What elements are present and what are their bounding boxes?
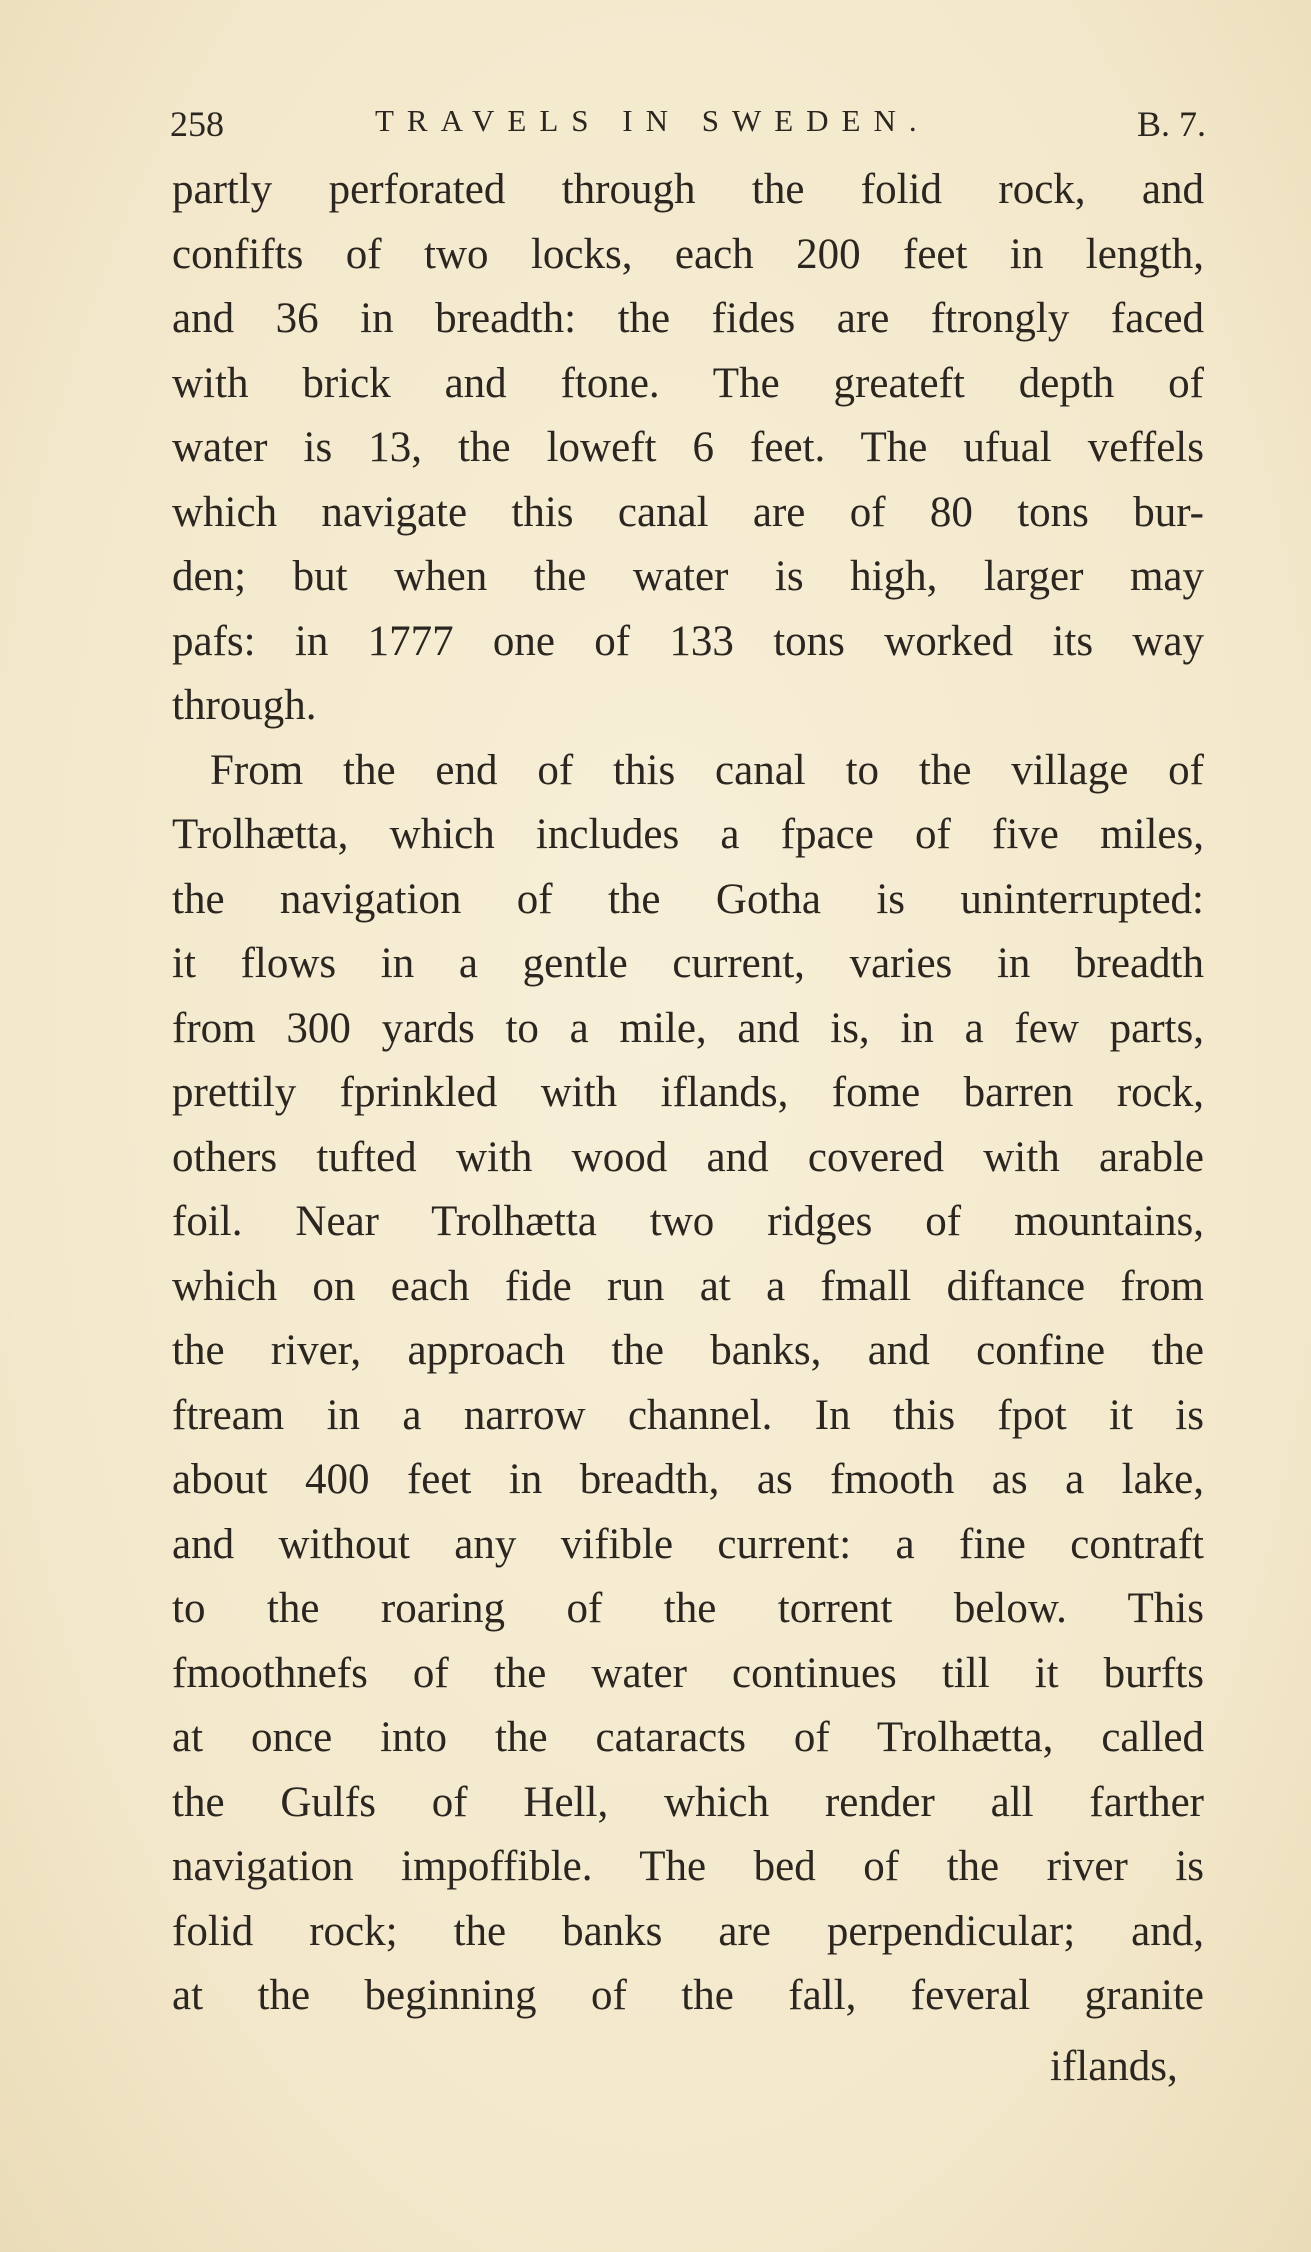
text-line: the river, approach the banks, and confine the <box>172 1327 1204 1374</box>
text-line: the navigation of the Gotha is uninterrupted: <box>172 875 1204 923</box>
text-line: from 300 yards to a mile, and is, in a few parts, <box>172 1004 1204 1052</box>
text-line: and without any vifible current: a fine contraft <box>172 1520 1204 1568</box>
text-line: foil. Near Trolhætta two ridges of mountains, <box>172 1198 1204 1245</box>
text-line: which on each fide run at a fmall diftance from <box>172 1262 1204 1310</box>
book-reference: B. 7. <box>1136 104 1206 144</box>
page-number: 258 <box>170 104 224 144</box>
text-line: it flows in a gentle current, varies in breadth <box>172 940 1204 987</box>
running-header <box>170 103 1206 153</box>
catchword: iflands, <box>1050 2043 1178 2090</box>
text-line: and 36 in breadth: the fides are ftrongly faced <box>172 295 1204 342</box>
text-line: the Gulfs of Hell, which render all farther <box>172 1778 1204 1826</box>
text-line: pafs: in 1777 one of 133 tons worked its way <box>172 617 1204 665</box>
text-line: navigation impoffible. The bed of the river is <box>172 1843 1204 1890</box>
text-line: about 400 feet in breadth, as fmooth as a lake, <box>172 1456 1204 1503</box>
text-line: which navigate this canal are of 80 tons bur- <box>172 488 1204 536</box>
running-title: TRAVELS IN SWEDEN. <box>375 103 930 138</box>
text-line: others tufted with wood and covered with arable <box>172 1133 1204 1181</box>
text-line: prettily fprinkled with iflands, fome barren rock, <box>172 1069 1204 1116</box>
text-line: Trolhætta, which includes a fpace of five miles, <box>172 811 1204 858</box>
text-line: fmoothnefs of the water continues till it burfts <box>172 1649 1204 1697</box>
text-line: water is 13, the loweft 6 feet. The ufual veffels <box>172 424 1204 471</box>
text-line: to the roaring of the torrent below. This <box>172 1585 1204 1632</box>
text-line: ftream in a narrow channel. In this fpot it is <box>172 1391 1204 1439</box>
text-line: at the beginning of the fall, feveral granite <box>172 1972 1204 2019</box>
text-line: partly perforated through the folid rock, and <box>172 166 1204 213</box>
text-line: From the end of this canal to the village of <box>210 746 1204 794</box>
text-line: with brick and ftone. The greateft depth of <box>172 359 1204 407</box>
text-line: at once into the cataracts of Trolhætta, called <box>172 1714 1204 1761</box>
text-line: confifts of two locks, each 200 feet in length, <box>172 230 1204 278</box>
text-line: through. <box>172 682 317 729</box>
body-text <box>172 158 1204 2029</box>
text-line: folid rock; the banks are perpendicular; and, <box>172 1907 1204 1955</box>
text-line: den; but when the water is high, larger may <box>172 553 1204 600</box>
